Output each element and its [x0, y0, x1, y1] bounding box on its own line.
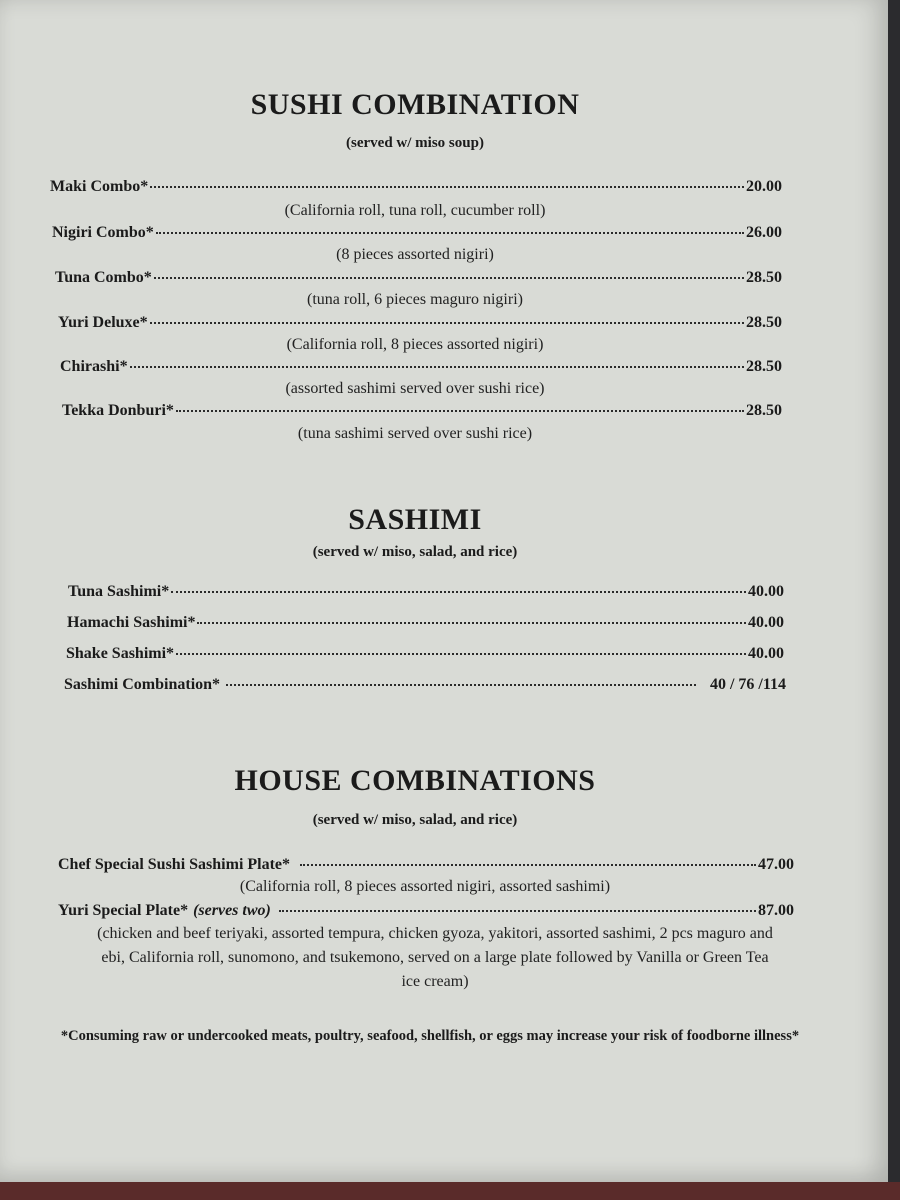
- item-price: 47.00: [758, 856, 794, 873]
- item-name: Nigiri Combo*: [52, 224, 154, 241]
- menu-item: [58, 902, 794, 920]
- item-price: 28.50: [746, 358, 782, 375]
- item-description: (California roll, 8 pieces assorted nigiri, assorted sashimi): [239, 878, 611, 895]
- item-price: 40.00: [748, 614, 784, 631]
- dot-leader: [150, 186, 744, 188]
- menu-item: [60, 358, 782, 376]
- dot-leader: [197, 622, 746, 624]
- dot-leader: [300, 864, 756, 866]
- food-safety-footnote: *Consuming raw or undercooked meats, poultry, seafood, shellfish, or eggs may increase your risk of foodborne illness*: [60, 1028, 800, 1044]
- item-description: (assorted sashimi served over sushi rice): [285, 380, 545, 397]
- dot-leader: [150, 322, 744, 324]
- item-name: Tuna Sashimi*: [68, 583, 170, 600]
- sushi-combination-subtitle: (served w/ miso soup): [346, 135, 484, 151]
- dot-leader: [130, 366, 744, 368]
- item-name: Shake Sashimi*: [66, 645, 175, 662]
- item-name: Sashimi Combination*: [64, 676, 221, 693]
- dot-leader: [171, 591, 746, 593]
- item-price: 28.50: [746, 269, 782, 286]
- item-note: (serves two): [193, 902, 271, 919]
- menu-cover-bottom: [0, 1182, 900, 1200]
- item-price: 87.00: [758, 902, 794, 919]
- menu-item: [67, 614, 784, 632]
- dot-leader: [156, 232, 744, 234]
- menu-item: [52, 224, 782, 242]
- sashimi-subtitle: (served w/ miso, salad, and rice): [312, 544, 518, 560]
- item-description: (tuna roll, 6 pieces maguro nigiri): [307, 291, 523, 308]
- dot-leader: [154, 277, 744, 279]
- item-description: (California roll, 8 pieces assorted nigiri): [286, 336, 544, 353]
- sashimi-title: SASHIMI: [348, 503, 482, 536]
- item-name: Tuna Combo*: [55, 269, 152, 286]
- item-price: 28.50: [746, 402, 782, 419]
- item-name: Yuri Deluxe*: [58, 314, 148, 331]
- item-price: 26.00: [746, 224, 782, 241]
- item-description: (8 pieces assorted nigiri): [336, 246, 494, 263]
- menu-item: [50, 178, 782, 196]
- item-price: 40.00: [748, 583, 784, 600]
- menu-item: [62, 402, 782, 420]
- item-description: (California roll, tuna roll, cucumber roll): [284, 202, 546, 219]
- menu-item: [64, 676, 786, 694]
- menu-item: [58, 314, 782, 332]
- item-description: (tuna sashimi served over sushi rice): [297, 425, 533, 442]
- sushi-combination-title: SUSHI COMBINATION: [250, 88, 580, 121]
- house-combinations-title: HOUSE COMBINATIONS: [234, 764, 596, 797]
- item-name: Maki Combo*: [50, 178, 149, 195]
- item-price: 28.50: [746, 314, 782, 331]
- dot-leader: [226, 684, 696, 686]
- dot-leader: [279, 910, 756, 912]
- menu-item: [55, 269, 782, 287]
- dot-leader: [176, 653, 746, 655]
- item-price: 40.00: [748, 645, 784, 662]
- house-combinations-subtitle: (served w/ miso, salad, and rice): [312, 812, 518, 828]
- item-name: Tekka Donburi*: [62, 402, 174, 419]
- item-name: Hamachi Sashimi*: [67, 614, 196, 631]
- item-name: Chirashi*: [60, 358, 128, 375]
- menu-item: [68, 583, 784, 601]
- menu-cover-edge: [888, 0, 900, 1200]
- menu-item: [66, 645, 784, 663]
- item-price: 20.00: [746, 178, 782, 195]
- item-description: (chicken and beef teriyaki, assorted tempura, chicken gyoza, yakitori, assorted sashimi, 2 pcs maguro and ebi, California roll, sunomono, and tsukemono, served on a large plate followed by Vanilla or Green Tea ice cream): [97, 925, 773, 990]
- item-name: Chef Special Sushi Sashimi Plate*: [58, 856, 291, 873]
- menu-item: [58, 856, 794, 874]
- item-name: Yuri Special Plate*: [58, 902, 189, 919]
- item-price: 40 / 76 /114: [709, 676, 786, 693]
- dot-leader: [176, 410, 744, 412]
